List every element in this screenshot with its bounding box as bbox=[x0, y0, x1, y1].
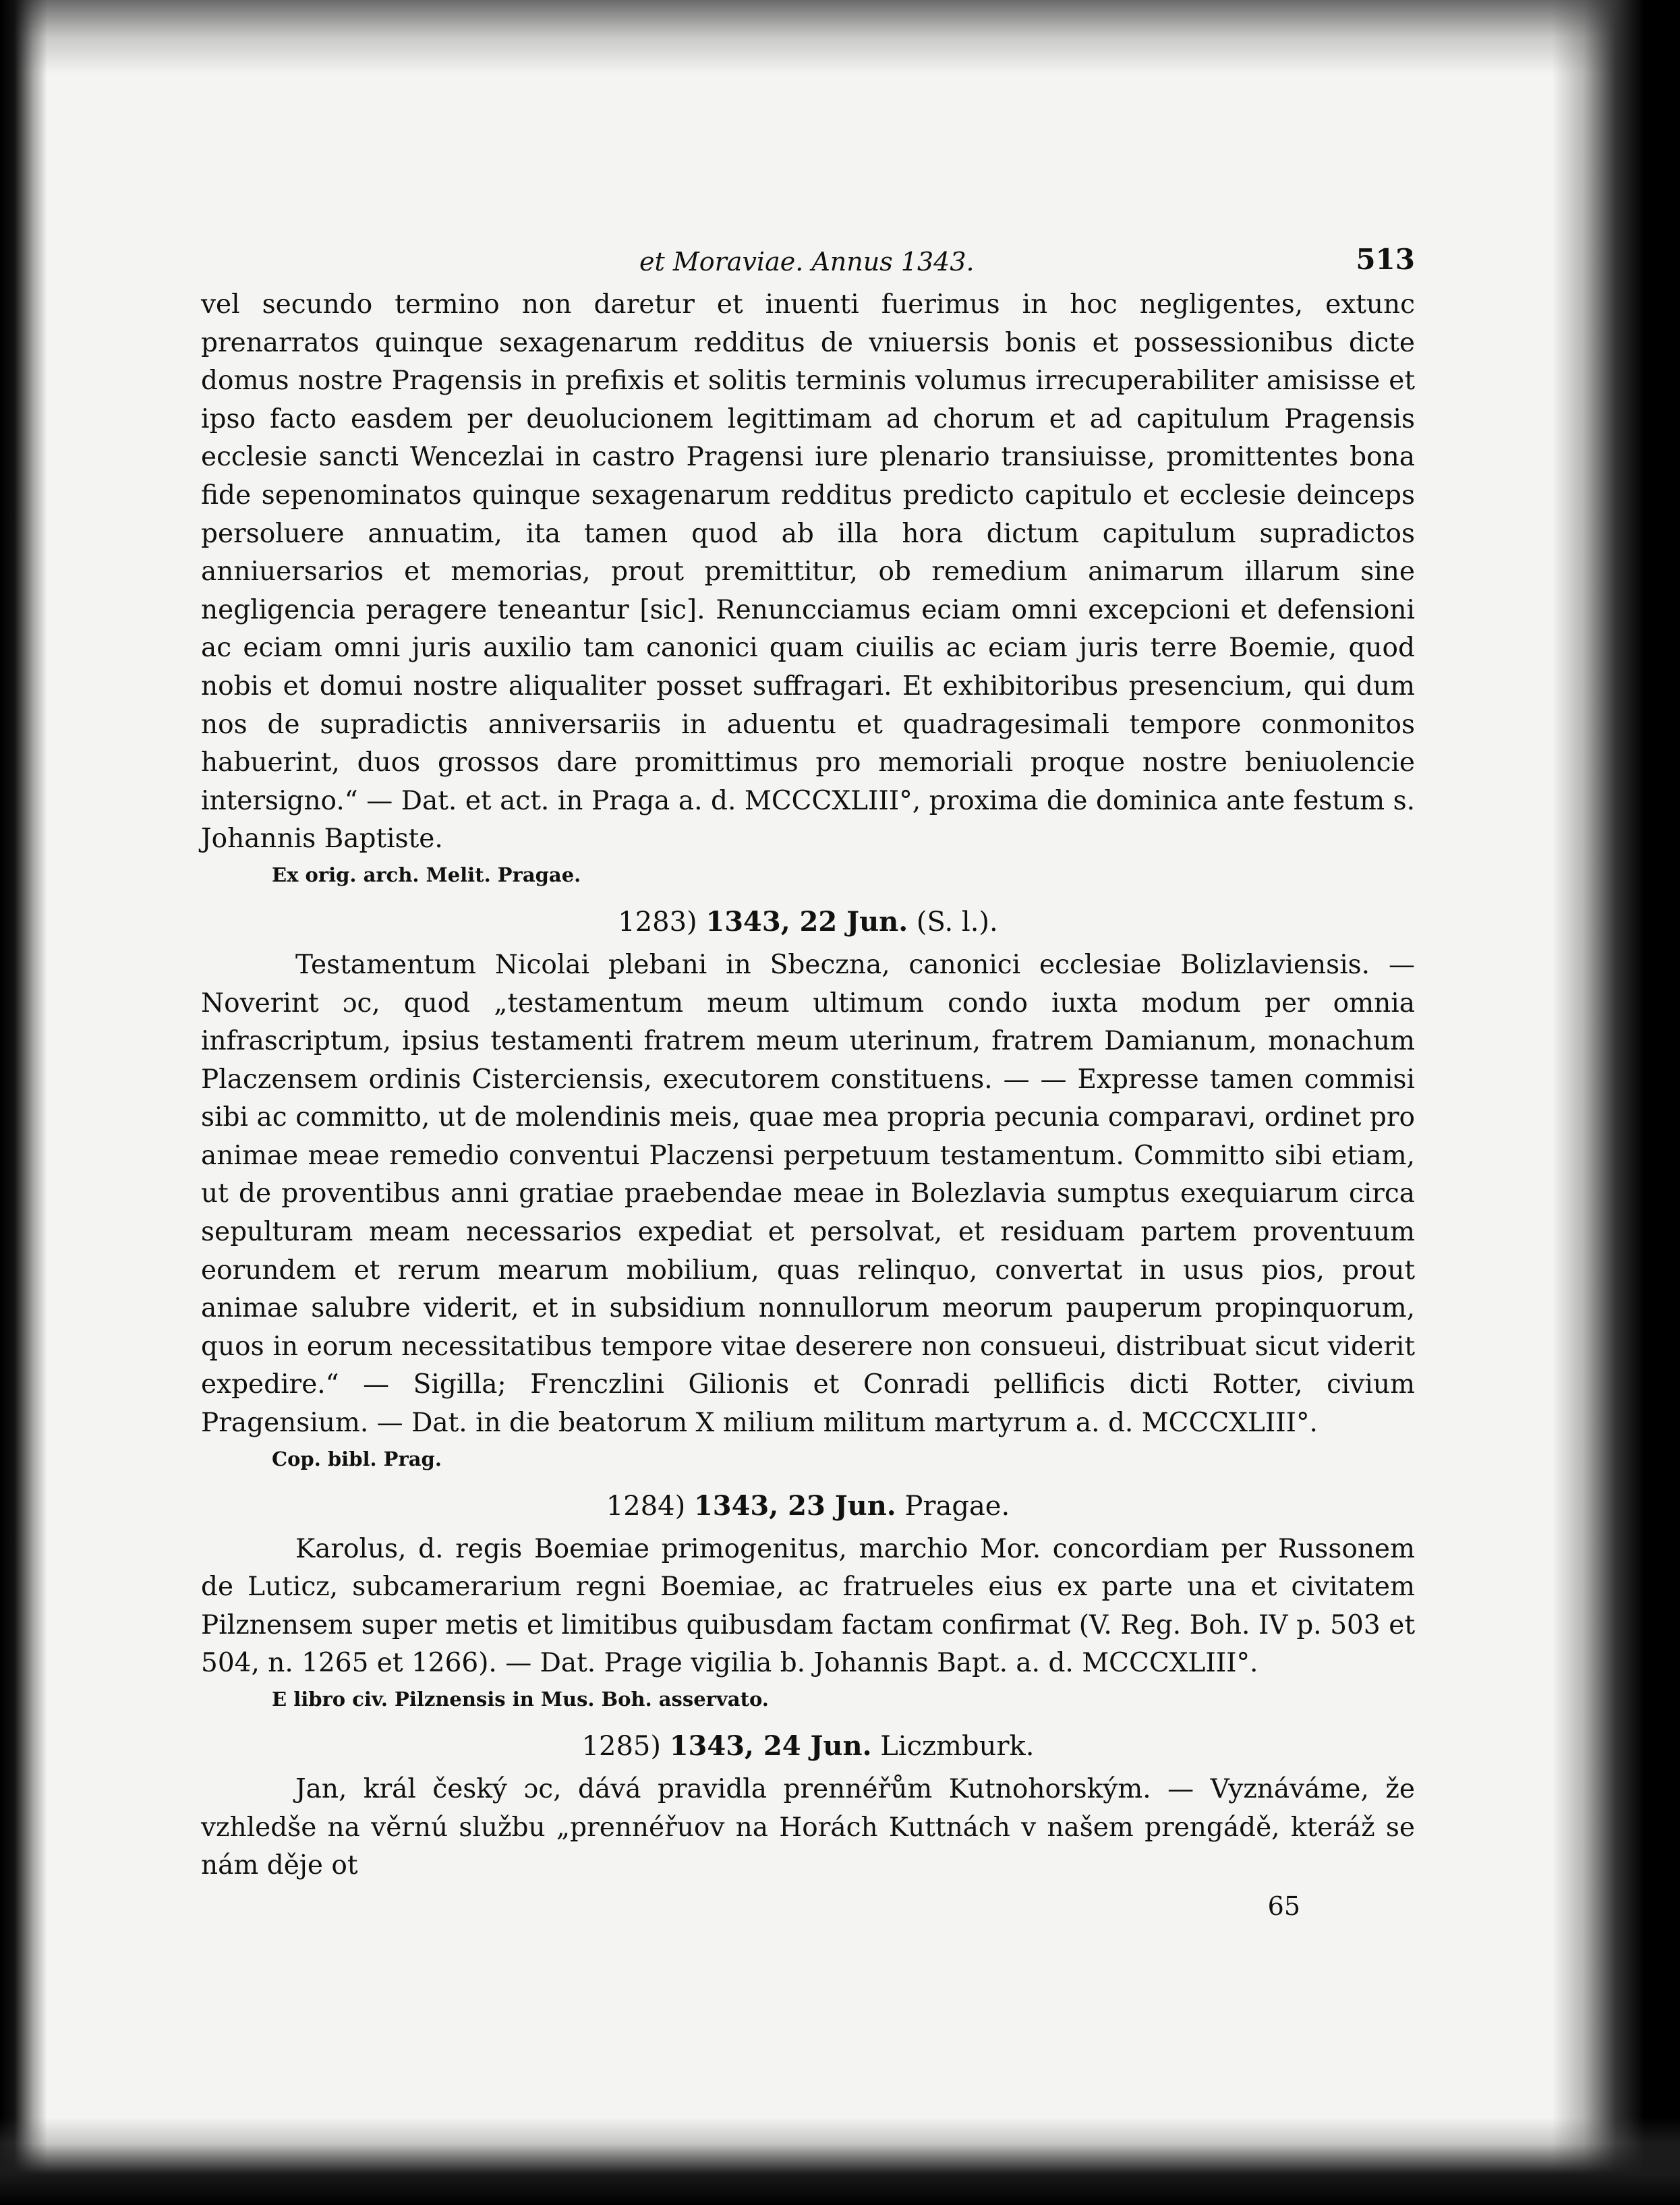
source-note: Cop. bibl. Prag. bbox=[272, 1447, 442, 1470]
entry-heading-1285 bbox=[201, 1726, 1415, 1767]
continuation-paragraph: vel secundo termino non daretur et inuenti fuerimus in hoc negligentes, extunc prenarratos quinque sexagenarum redditus de vniuersis bonis et possessionibus dicte domus nostre Pragensis in prefixis et solitis terminis volumus irrecuperabiliter amisisse et ipso facto easdem per deuolucionem legittimam ad chorum et ad capitulum Pragensis ecclesie sancti Wencezlai in castro Pragensi iure plenario transiuisse, promittentes bona fide sepenominatos quinque sexagenarum redditus predicto capitulo et ecclesie deinceps persoluere annuatim, ita tamen quod ab illa hora dictum capitulum supradictos anniuersarios et memorias, prout premittitur, ob remedium animarum illarum sine negligencia peragere teneantur [sic]. Renuncciamus eciam omni excepcioni et defensioni ac eciam omni juris auxilio tam canonici quam ciuilis ac eciam juris terre Boemie, quod nobis et domui nostre aliqualiter posset suffragari. Et exhibitoribus presencium, qui dum nos de supradictis anniversariis in aduentu et quadragesimali tempore conmonitos habuerint, duos grossos dare promittimus pro memoriali proque nostre beniuolencie intersigno.“ — Dat. et act. in Praga a. d. MCCCXLIII°, proxima die dominica ante festum s. Johannis Baptiste. bbox=[201, 289, 1415, 855]
scan-shadow-bottom bbox=[0, 2117, 1680, 2205]
entry-place: (S. l.). bbox=[916, 906, 998, 938]
entry-place: Liczmburk. bbox=[880, 1731, 1035, 1762]
source-note: E libro civ. Pilznensis in Mus. Boh. asservato. bbox=[272, 1688, 769, 1711]
entry-heading-1283 bbox=[201, 902, 1415, 942]
entry-place: Pragae. bbox=[904, 1490, 1010, 1522]
scan-shadow-left bbox=[0, 0, 47, 2205]
page-header bbox=[201, 243, 1415, 286]
entry-number: 1284) bbox=[606, 1490, 686, 1522]
text-block bbox=[201, 243, 1415, 1923]
scan-shadow-right bbox=[1552, 0, 1680, 2205]
running-title: et Moraviae. Annus 1343. bbox=[639, 247, 975, 277]
signature-mark: 65 bbox=[1267, 1891, 1300, 1921]
entry-heading-1284 bbox=[201, 1486, 1415, 1526]
entry-date: 1343, 22 Jun. bbox=[705, 905, 908, 938]
scan-shadow-top bbox=[0, 0, 1680, 74]
entry-text-1284: Karolus, d. regis Boemiae primogenitus, marchio Mor. concordiam per Russonem de Luticz, subcamerarium regni Boemiae, ac fratrueles eius ex parte una et civitatem Pilznensem super metis et limitibus quibusdam factam confirmat (V. Reg. Boh. IV p. 503 et 504, n. 1265 et 1266). — Dat. Prage vigilia b. Johannis Bapt. a. d. MCCCXLIII°. bbox=[201, 1533, 1415, 1679]
entry-text-1285: Jan, král český ɔc, dává pravidla prennéřům Kutnohorským. — Vyznáváme, že vzhledše na věrnú službu „prennéřuov na Horách Kuttnách v našem prengádě, kteráž se nám děje ot bbox=[201, 1774, 1415, 1881]
entry-number: 1285) bbox=[581, 1731, 661, 1762]
entry-date: 1343, 24 Jun. bbox=[669, 1730, 872, 1762]
entry-number: 1283) bbox=[618, 906, 697, 938]
entry-text-1283: Testamentum Nicolai plebani in Sbeczna, canonici ecclesiae Bolizlaviensis. — Noverint ɔc, quod „testamentum meum ultimum condo iuxta modum per omnia infrascriptum, ipsius testamenti fratrem meum uterinum, fratrem Damianum, monachum Placzensem ordinis Cisterciensis, executorem constituens. — — Expresse tamen commisi sibi ac committo, ut de molendinis meis, quae mea propria pecunia comparavi, ordinet pro animae meae remedio conventui Placzensi perpetuum testamentum. Committo sibi etiam, ut de proventibus anni gratiae praebendae meae in Bolezlavia sumptus exequiarum circa sepulturam meam necessarios expediat et persolvat, et residuam partem proventuum eorundem et rerum mearum mobilium, quas relinquo, convertat in usus pios, prout animae salubre viderit, et in subsidium nonnullorum meorum pauperum propinquorum, quos in eorum necessitatibus tempore vitae deserere non consueui, distribuat sicut viderit expedire.“ — Sigilla; Frenczlini Gilionis et Conradi pellificis dicti Rotter, civium Pragensium. — Dat. in die beatorum X milium militum martyrum a. d. MCCCXLIII°. bbox=[201, 949, 1415, 1439]
source-note: Ex orig. arch. Melit. Pragae. bbox=[272, 863, 581, 886]
page-number: 513 bbox=[1356, 243, 1415, 276]
entry-date: 1343, 23 Jun. bbox=[693, 1489, 896, 1522]
